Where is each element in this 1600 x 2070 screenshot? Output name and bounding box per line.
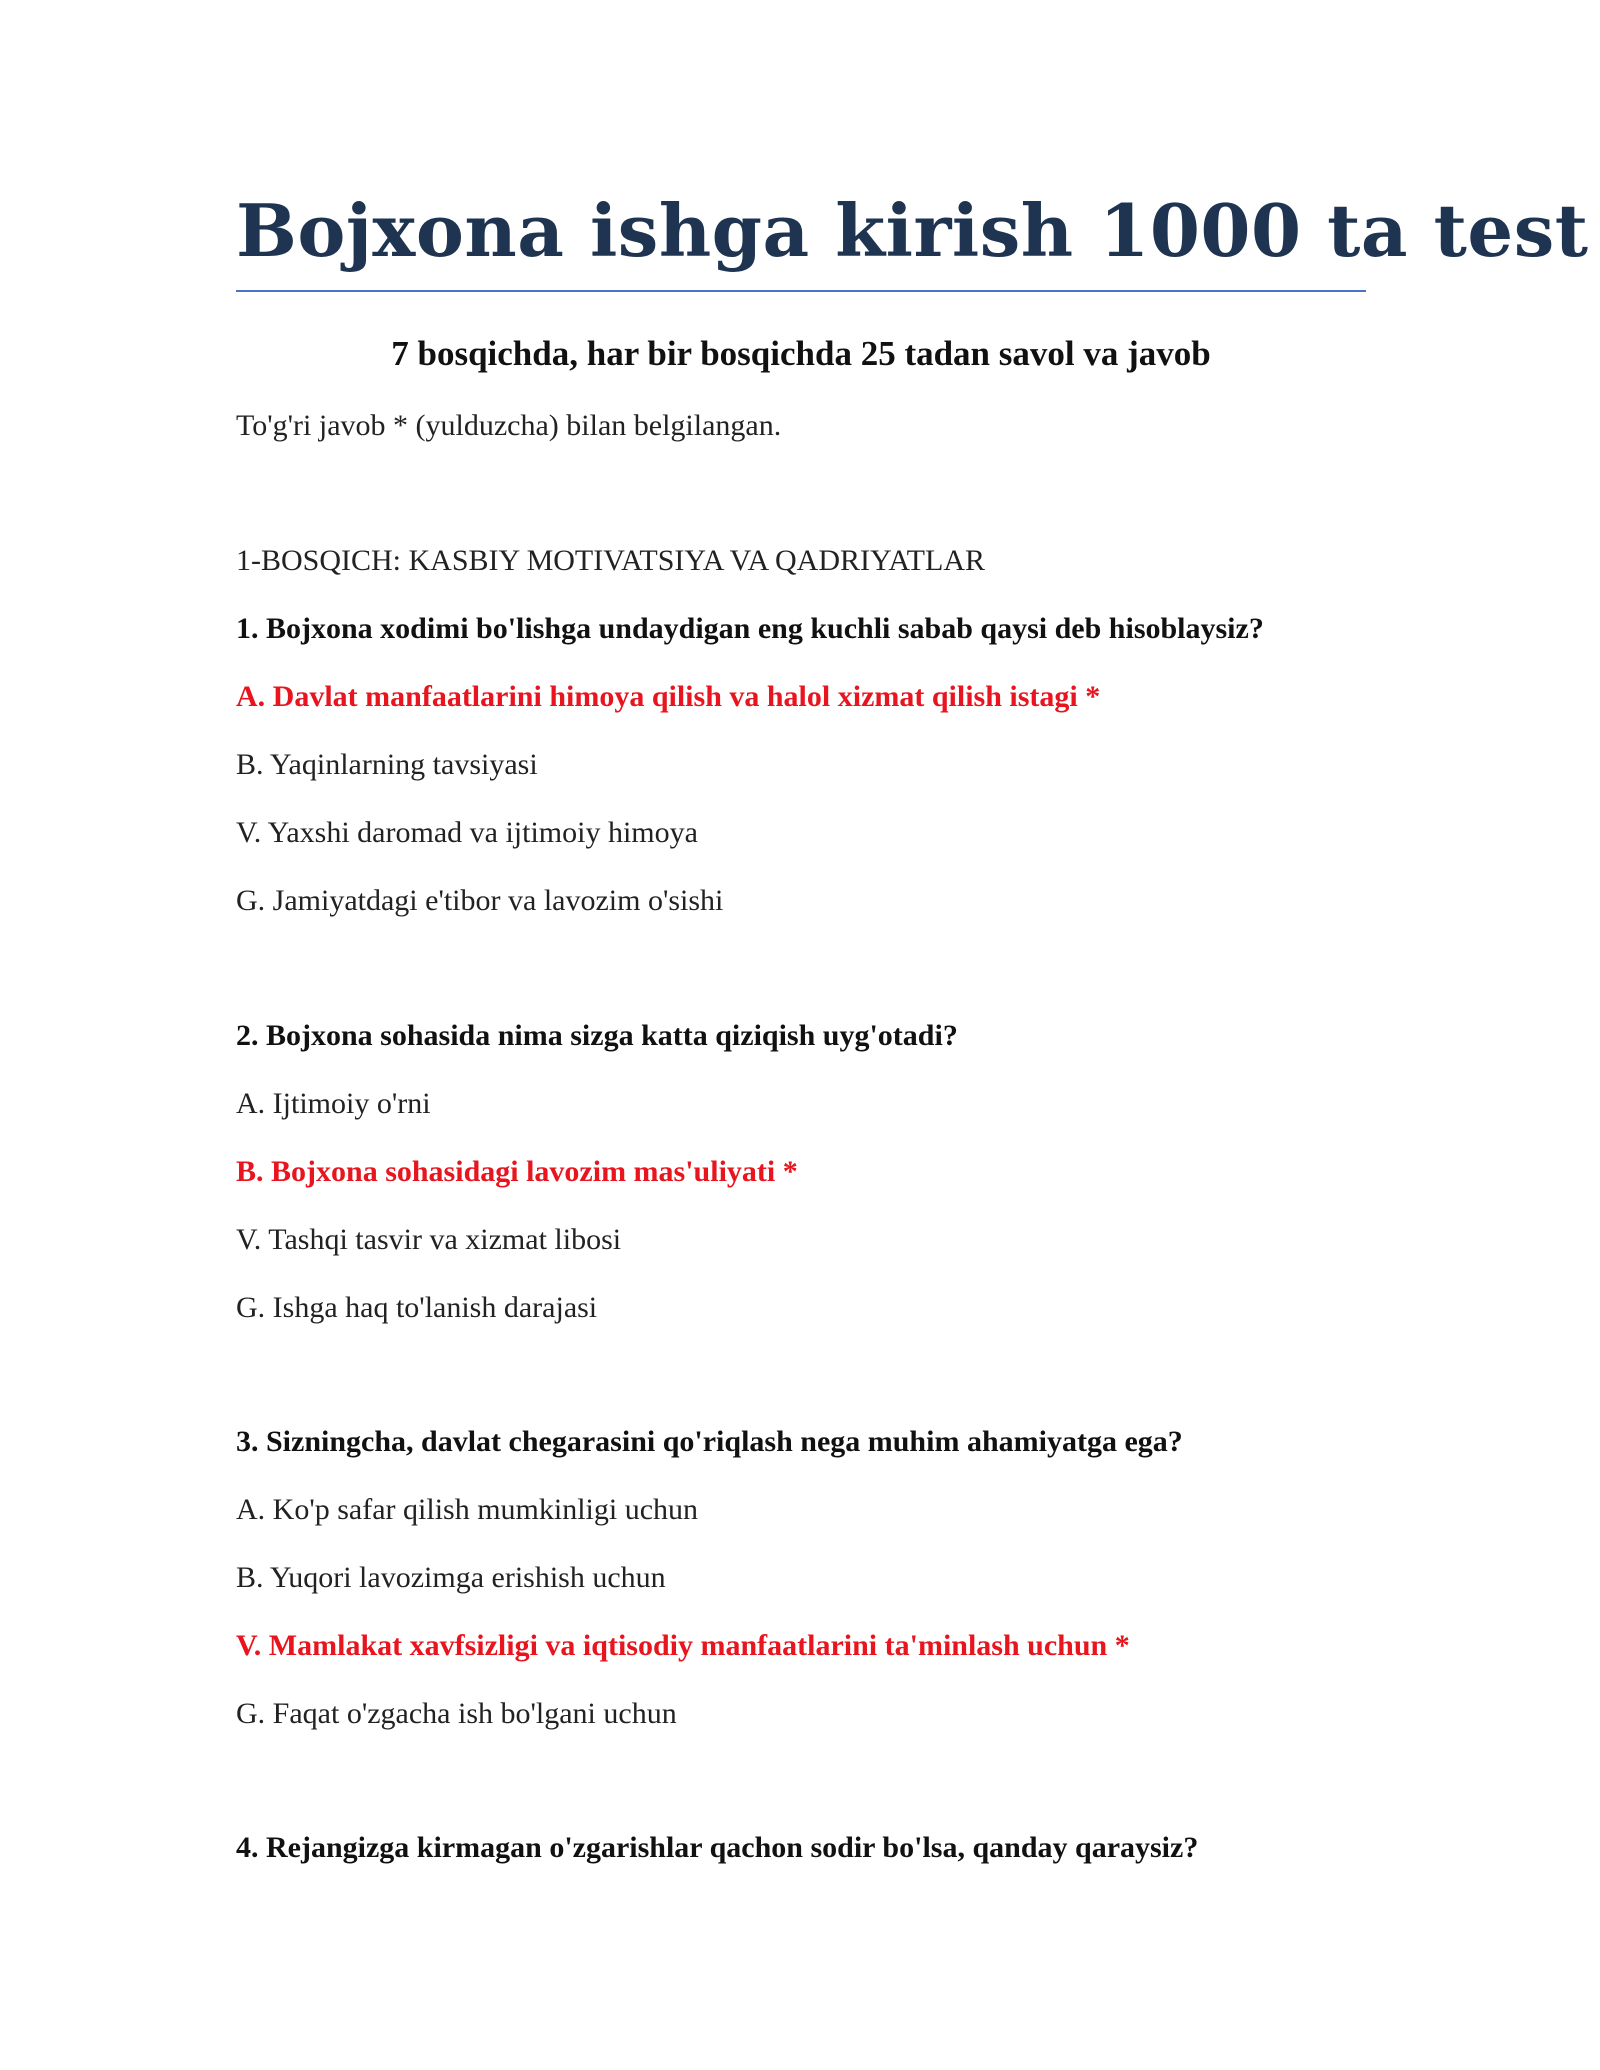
question-2-option-g: G. Ishga haq to'lanish darajasi <box>236 1291 598 1324</box>
question-1-option-a: A. Davlat manfaatlarini himoya qilish va halol xizmat qilish istagi * <box>236 680 1101 713</box>
question-1-option-g: G. Jamiyatdagi e'tibor va lavozim o'sishi <box>236 884 724 917</box>
question-2-option-b: B. Bojxona sohasidagi lavozim mas'uliyati * <box>236 1155 798 1188</box>
document-subtitle: 7 bosqichda, har bir bosqichda 25 tadan savol va javob <box>391 334 1211 373</box>
answer-key-note: To'g'ri javob * (yulduzcha) bilan belgilangan. <box>236 409 782 442</box>
title-underline <box>236 290 1366 292</box>
question-1: 1. Bojxona xodimi bo'lishga undaydigan eng kuchli sabab qaysi deb hisoblaysiz? <box>236 612 1264 645</box>
question-3: 3. Sizningcha, davlat chegarasini qo'riqlash nega muhim ahamiyatga ega? <box>236 1425 1183 1458</box>
question-3-option-v: V. Mamlakat xavfsizligi va iqtisodiy manfaatlarini ta'minlash uchun * <box>236 1629 1130 1662</box>
question-3-option-g: G. Faqat o'zgacha ish bo'lgani uchun <box>236 1697 677 1730</box>
question-3-option-a: A. Ko'p safar qilish mumkinligi uchun <box>236 1493 699 1526</box>
document-title: Bojxona ishga kirish 1000 ta test <box>236 188 1589 273</box>
question-1-option-v: V. Yaxshi daromad va ijtimoiy himoya <box>236 816 698 849</box>
question-3-option-b: B. Yuqori lavozimga erishish uchun <box>236 1561 666 1594</box>
question-2-option-a: A. Ijtimoiy o'rni <box>236 1087 431 1120</box>
question-1-option-b: B. Yaqinlarning tavsiyasi <box>236 748 538 781</box>
question-2-option-v: V. Tashqi tasvir va xizmat libosi <box>236 1223 622 1256</box>
question-2: 2. Bojxona sohasida nima sizga katta qiziqish uyg'otadi? <box>236 1019 958 1052</box>
section-heading: 1-BOSQICH: KASBIY MOTIVATSIYA VA QADRIYATLAR <box>236 544 985 577</box>
question-4: 4. Rejangizga kirmagan o'zgarishlar qachon sodir bo'lsa, qanday qaraysiz? <box>236 1831 1199 1864</box>
